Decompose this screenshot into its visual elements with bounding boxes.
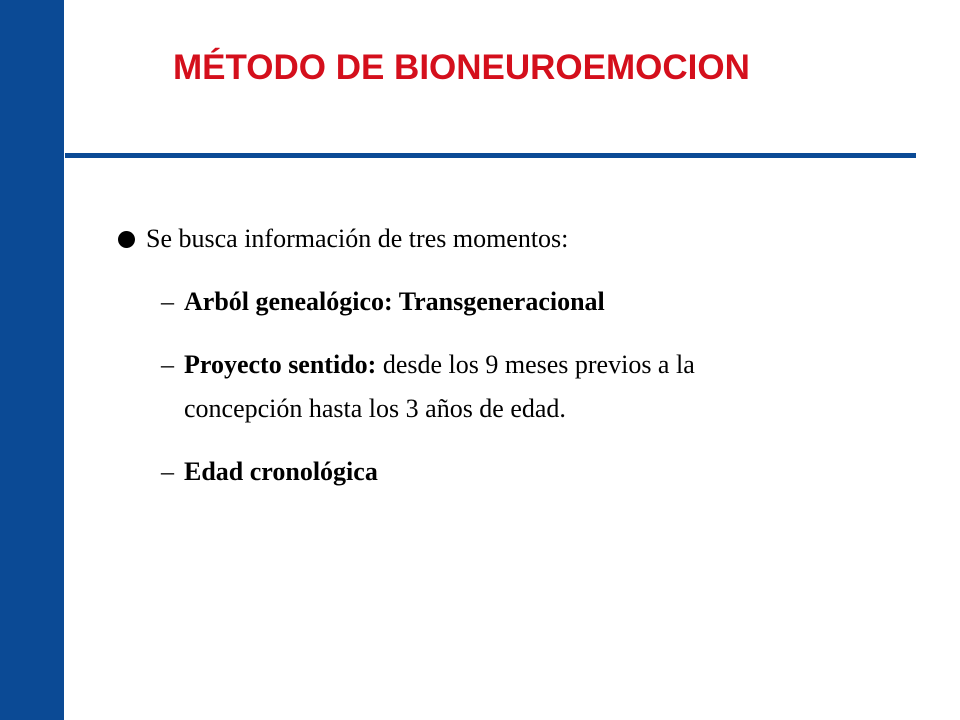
sub-item-1: [184, 287, 605, 317]
slide-title: MÉTODO DE BIONEUROEMOCION: [173, 48, 750, 87]
sub-item-1-bold: Arból genealógico: Transgeneracional: [184, 287, 605, 316]
title-underline: [65, 153, 916, 158]
sub-item-3-bold: Edad cronológica: [184, 457, 378, 486]
side-accent-bar: [0, 0, 64, 720]
sub-item-3: [184, 457, 378, 487]
bullet-text: Se busca información de tres momentos:: [146, 224, 569, 253]
dash-1: –: [161, 287, 174, 316]
bullet-dot-icon: [118, 231, 135, 248]
sub-item-2: [184, 350, 695, 380]
dash-2: –: [161, 350, 174, 379]
dash-3: –: [161, 457, 174, 486]
sub-item-2-continued: concepción hasta los 3 años de edad.: [184, 394, 566, 423]
sub-item-2-text: desde los 9 meses previos a la: [376, 350, 695, 379]
sub-item-2-bold: Proyecto sentido:: [184, 350, 377, 379]
